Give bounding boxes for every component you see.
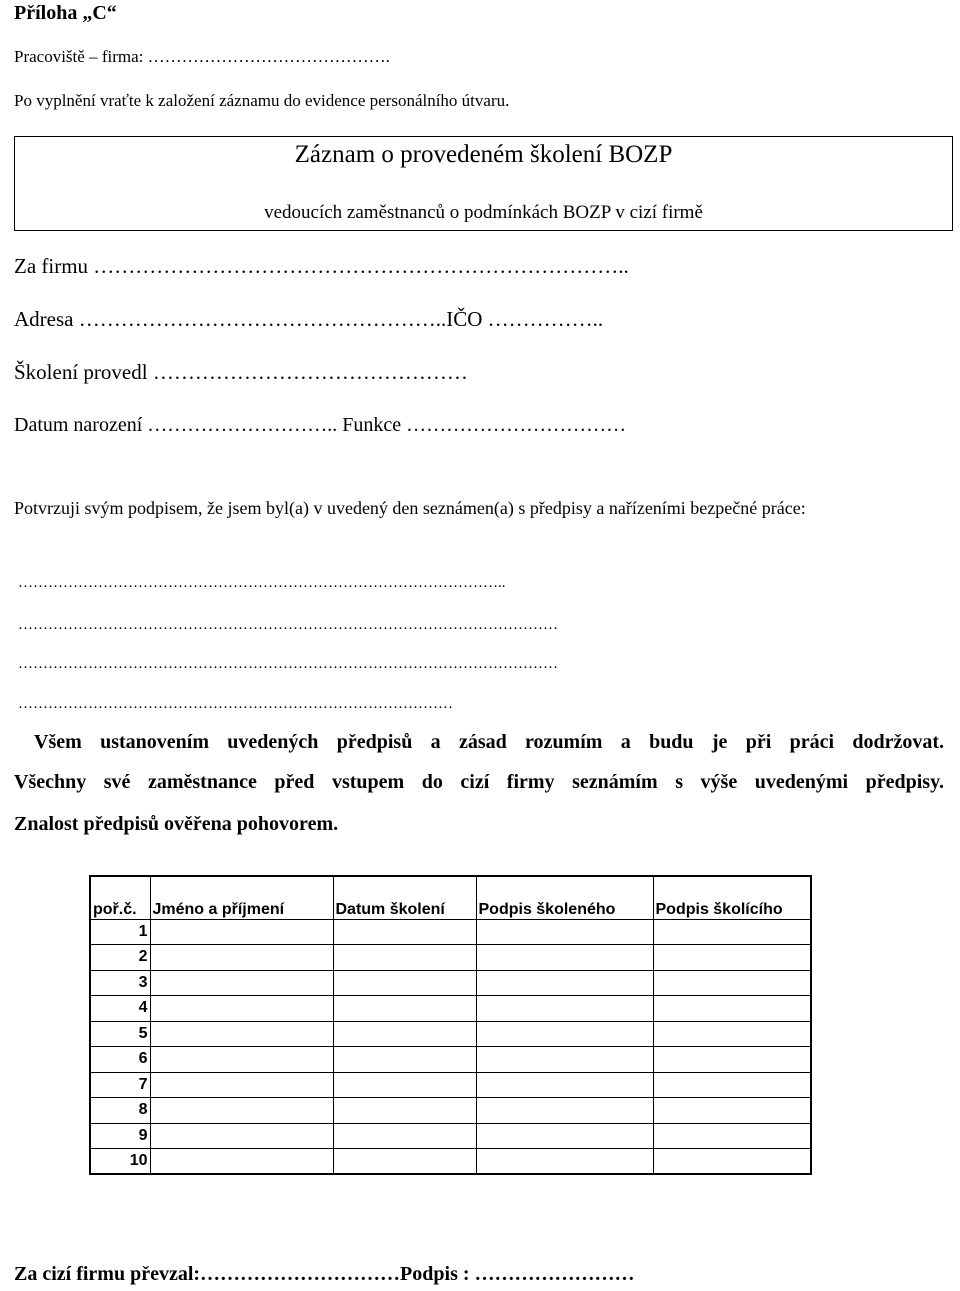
table-row [90,996,811,1022]
trainee-signature-cell[interactable] [476,996,653,1022]
trainer-signature-cell[interactable] [653,919,811,945]
col-header-trainer-signature: Podpis školícího [653,876,811,919]
trainer-signature-cell[interactable] [653,1072,811,1098]
trainer-signature-cell[interactable] [653,996,811,1022]
row-number: 4 [90,996,150,1022]
name-cell[interactable] [150,1021,333,1047]
trainee-signature-cell[interactable] [476,1047,653,1073]
trainer-signature-cell[interactable] [653,970,811,996]
statement-comply: Všem ustanovením uvedených předpisů a zásad rozumím a budu je při práci dodržovat. [34,731,944,753]
trainee-signature-cell[interactable] [476,945,653,971]
date-cell[interactable] [333,996,476,1022]
name-cell[interactable] [150,1123,333,1149]
name-cell[interactable] [150,970,333,996]
table-header-row [90,876,811,919]
name-cell[interactable] [150,945,333,971]
date-cell[interactable] [333,1047,476,1073]
training-table [89,875,812,1175]
name-cell[interactable] [150,996,333,1022]
trainee-signature-cell[interactable] [476,970,653,996]
row-number: 1 [90,919,150,945]
name-cell[interactable] [150,1047,333,1073]
trainee-signature-cell[interactable] [476,1021,653,1047]
date-cell[interactable] [333,1021,476,1047]
company-field: Za firmu ………………………………………………………………….. [14,254,629,278]
address-ico-field: Adresa ……………………………………………..IČO …………….. [14,307,604,331]
name-cell[interactable] [150,919,333,945]
trainee-signature-cell[interactable] [476,1098,653,1124]
date-cell[interactable] [333,945,476,971]
col-header-trainee-signature: Podpis školeného [476,876,653,919]
document-title: Záznam o provedeném školení BOZP [294,141,673,168]
trainer-signature-cell[interactable] [653,945,811,971]
trainer-signature-cell[interactable] [653,1021,811,1047]
table-row [90,1149,811,1175]
date-cell[interactable] [333,970,476,996]
trainee-signature-cell[interactable] [476,1072,653,1098]
appendix-label: Příloha „C“ [14,2,117,24]
statement-inform-employees: Všechny své zaměstnance před vstupem do cizí firmy seznámím s výše uvedenými předpisy. [14,771,944,793]
date-cell[interactable] [333,1098,476,1124]
date-cell[interactable] [333,1072,476,1098]
trainer-signature-cell[interactable] [653,1047,811,1073]
date-cell[interactable] [333,919,476,945]
received-by-signature-line: Za cizí firmu převzal:…………………………Podpis : …………………… [14,1263,635,1285]
row-number: 2 [90,945,150,971]
table-row [90,1098,811,1124]
trainer-signature-cell[interactable] [653,1149,811,1175]
name-cell[interactable] [150,1149,333,1175]
row-number: 6 [90,1047,150,1073]
row-number: 3 [90,970,150,996]
birthdate-function-field: Datum narození ……………………….. Funkce …………………………… [14,414,627,436]
trainee-signature-cell[interactable] [476,919,653,945]
row-number: 5 [90,1021,150,1047]
dotted-line: …………………………………………………………………………………….. [18,575,506,591]
table-row [90,919,811,945]
trainer-field: Školení provedl ……………………………………… [14,360,468,384]
dotted-line: …………………………………………………………………………… [18,696,453,712]
document-subtitle: vedoucích zaměstnanců o podmínkách BOZP v cizí firmě [264,202,703,223]
table-row [90,1123,811,1149]
name-cell[interactable] [150,1072,333,1098]
row-number: 8 [90,1098,150,1124]
row-number: 10 [90,1149,150,1175]
date-cell[interactable] [333,1123,476,1149]
row-number: 7 [90,1072,150,1098]
return-instruction: Po vyplnění vraťte k založení záznamu do evidence personálního útvaru. [14,91,510,110]
date-cell[interactable] [333,1149,476,1175]
table-row [90,970,811,996]
table-row [90,1047,811,1073]
table-row [90,1072,811,1098]
col-header-order: poř.č. [90,876,150,919]
trainee-signature-cell[interactable] [476,1149,653,1175]
workplace-field: Pracoviště – firma: ……………………………………. [14,47,390,66]
trainer-signature-cell[interactable] [653,1123,811,1149]
title-box [14,136,953,231]
table-row [90,1021,811,1047]
col-header-date: Datum školení [333,876,476,919]
col-header-name: Jméno a příjmení [150,876,333,919]
confirmation-text: Potvrzuji svým podpisem, že jsem byl(a) v uvedený den seznámen(a) s předpisy a nařízeními bezpečné práce: [14,498,806,518]
trainee-signature-cell[interactable] [476,1123,653,1149]
row-number: 9 [90,1123,150,1149]
name-cell[interactable] [150,1098,333,1124]
dotted-line: ……………………………………………………………………………………………… [18,617,558,633]
dotted-line: ……………………………………………………………………………………………… [18,656,558,672]
trainer-signature-cell[interactable] [653,1098,811,1124]
statement-knowledge-verified: Znalost předpisů ověřena pohovorem. [14,813,339,835]
table-row [90,945,811,971]
